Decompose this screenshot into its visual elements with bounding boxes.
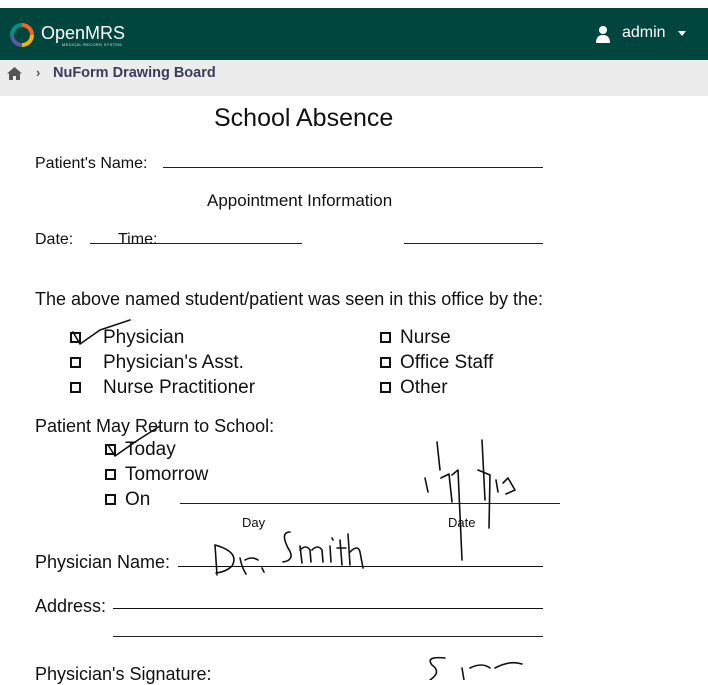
address-line-2[interactable] (113, 636, 543, 637)
physician-asst-checkbox[interactable] (70, 357, 81, 368)
user-menu[interactable]: admin (622, 24, 666, 41)
form-title: School Absence (214, 104, 394, 132)
return-date-line[interactable] (180, 503, 560, 504)
day-caption: Day (242, 515, 266, 530)
physician-name-label: Physician Name: (35, 552, 171, 572)
on-checkbox[interactable] (105, 494, 116, 505)
signature-label: Physician's Signature: (35, 664, 212, 684)
date-label: Date: (35, 231, 74, 248)
option-office-staff: Office Staff (400, 352, 494, 373)
patient-name-line[interactable] (163, 167, 543, 168)
today-checkbox[interactable] (105, 444, 116, 455)
tomorrow-checkbox[interactable] (105, 469, 116, 480)
address-line-1[interactable] (113, 608, 543, 609)
physician-name-line[interactable] (178, 566, 543, 567)
option-physician-asst: Physician's Asst. (103, 352, 244, 373)
brand-subtitle: MEDICAL RECORD SYSTEM (62, 42, 122, 47)
option-nurse: Nurse (400, 327, 451, 348)
time-line[interactable] (404, 243, 543, 244)
option-physician: Physician (103, 327, 185, 348)
appointment-heading: Appointment Information (207, 191, 393, 210)
other-checkbox[interactable] (380, 382, 391, 393)
nurse-practitioner-checkbox[interactable] (70, 382, 81, 393)
physician-checkbox[interactable] (70, 332, 81, 343)
address-label: Address: (35, 596, 107, 616)
date-caption: Date (448, 515, 476, 530)
office-staff-checkbox[interactable] (380, 357, 391, 368)
option-on: On (125, 489, 151, 510)
seen-by-text: The above named student/patient was seen in this office by the: (35, 289, 543, 309)
date-time-line[interactable] (90, 243, 302, 244)
breadcrumb-current: NuForm Drawing Board (53, 65, 216, 81)
option-nurse-practitioner: Nurse Practitioner (103, 377, 256, 398)
option-tomorrow: Tomorrow (125, 464, 209, 485)
nurse-checkbox[interactable] (380, 332, 391, 343)
patient-name-label: Patient's Name: (35, 155, 148, 172)
brand-name[interactable]: OpenMRS (41, 23, 126, 43)
option-today: Today (125, 439, 176, 460)
option-other: Other (400, 377, 448, 398)
chevron-right-icon: › (36, 65, 41, 80)
return-label: Patient May Return to School: (35, 416, 275, 436)
time-label: Time: (118, 231, 158, 248)
